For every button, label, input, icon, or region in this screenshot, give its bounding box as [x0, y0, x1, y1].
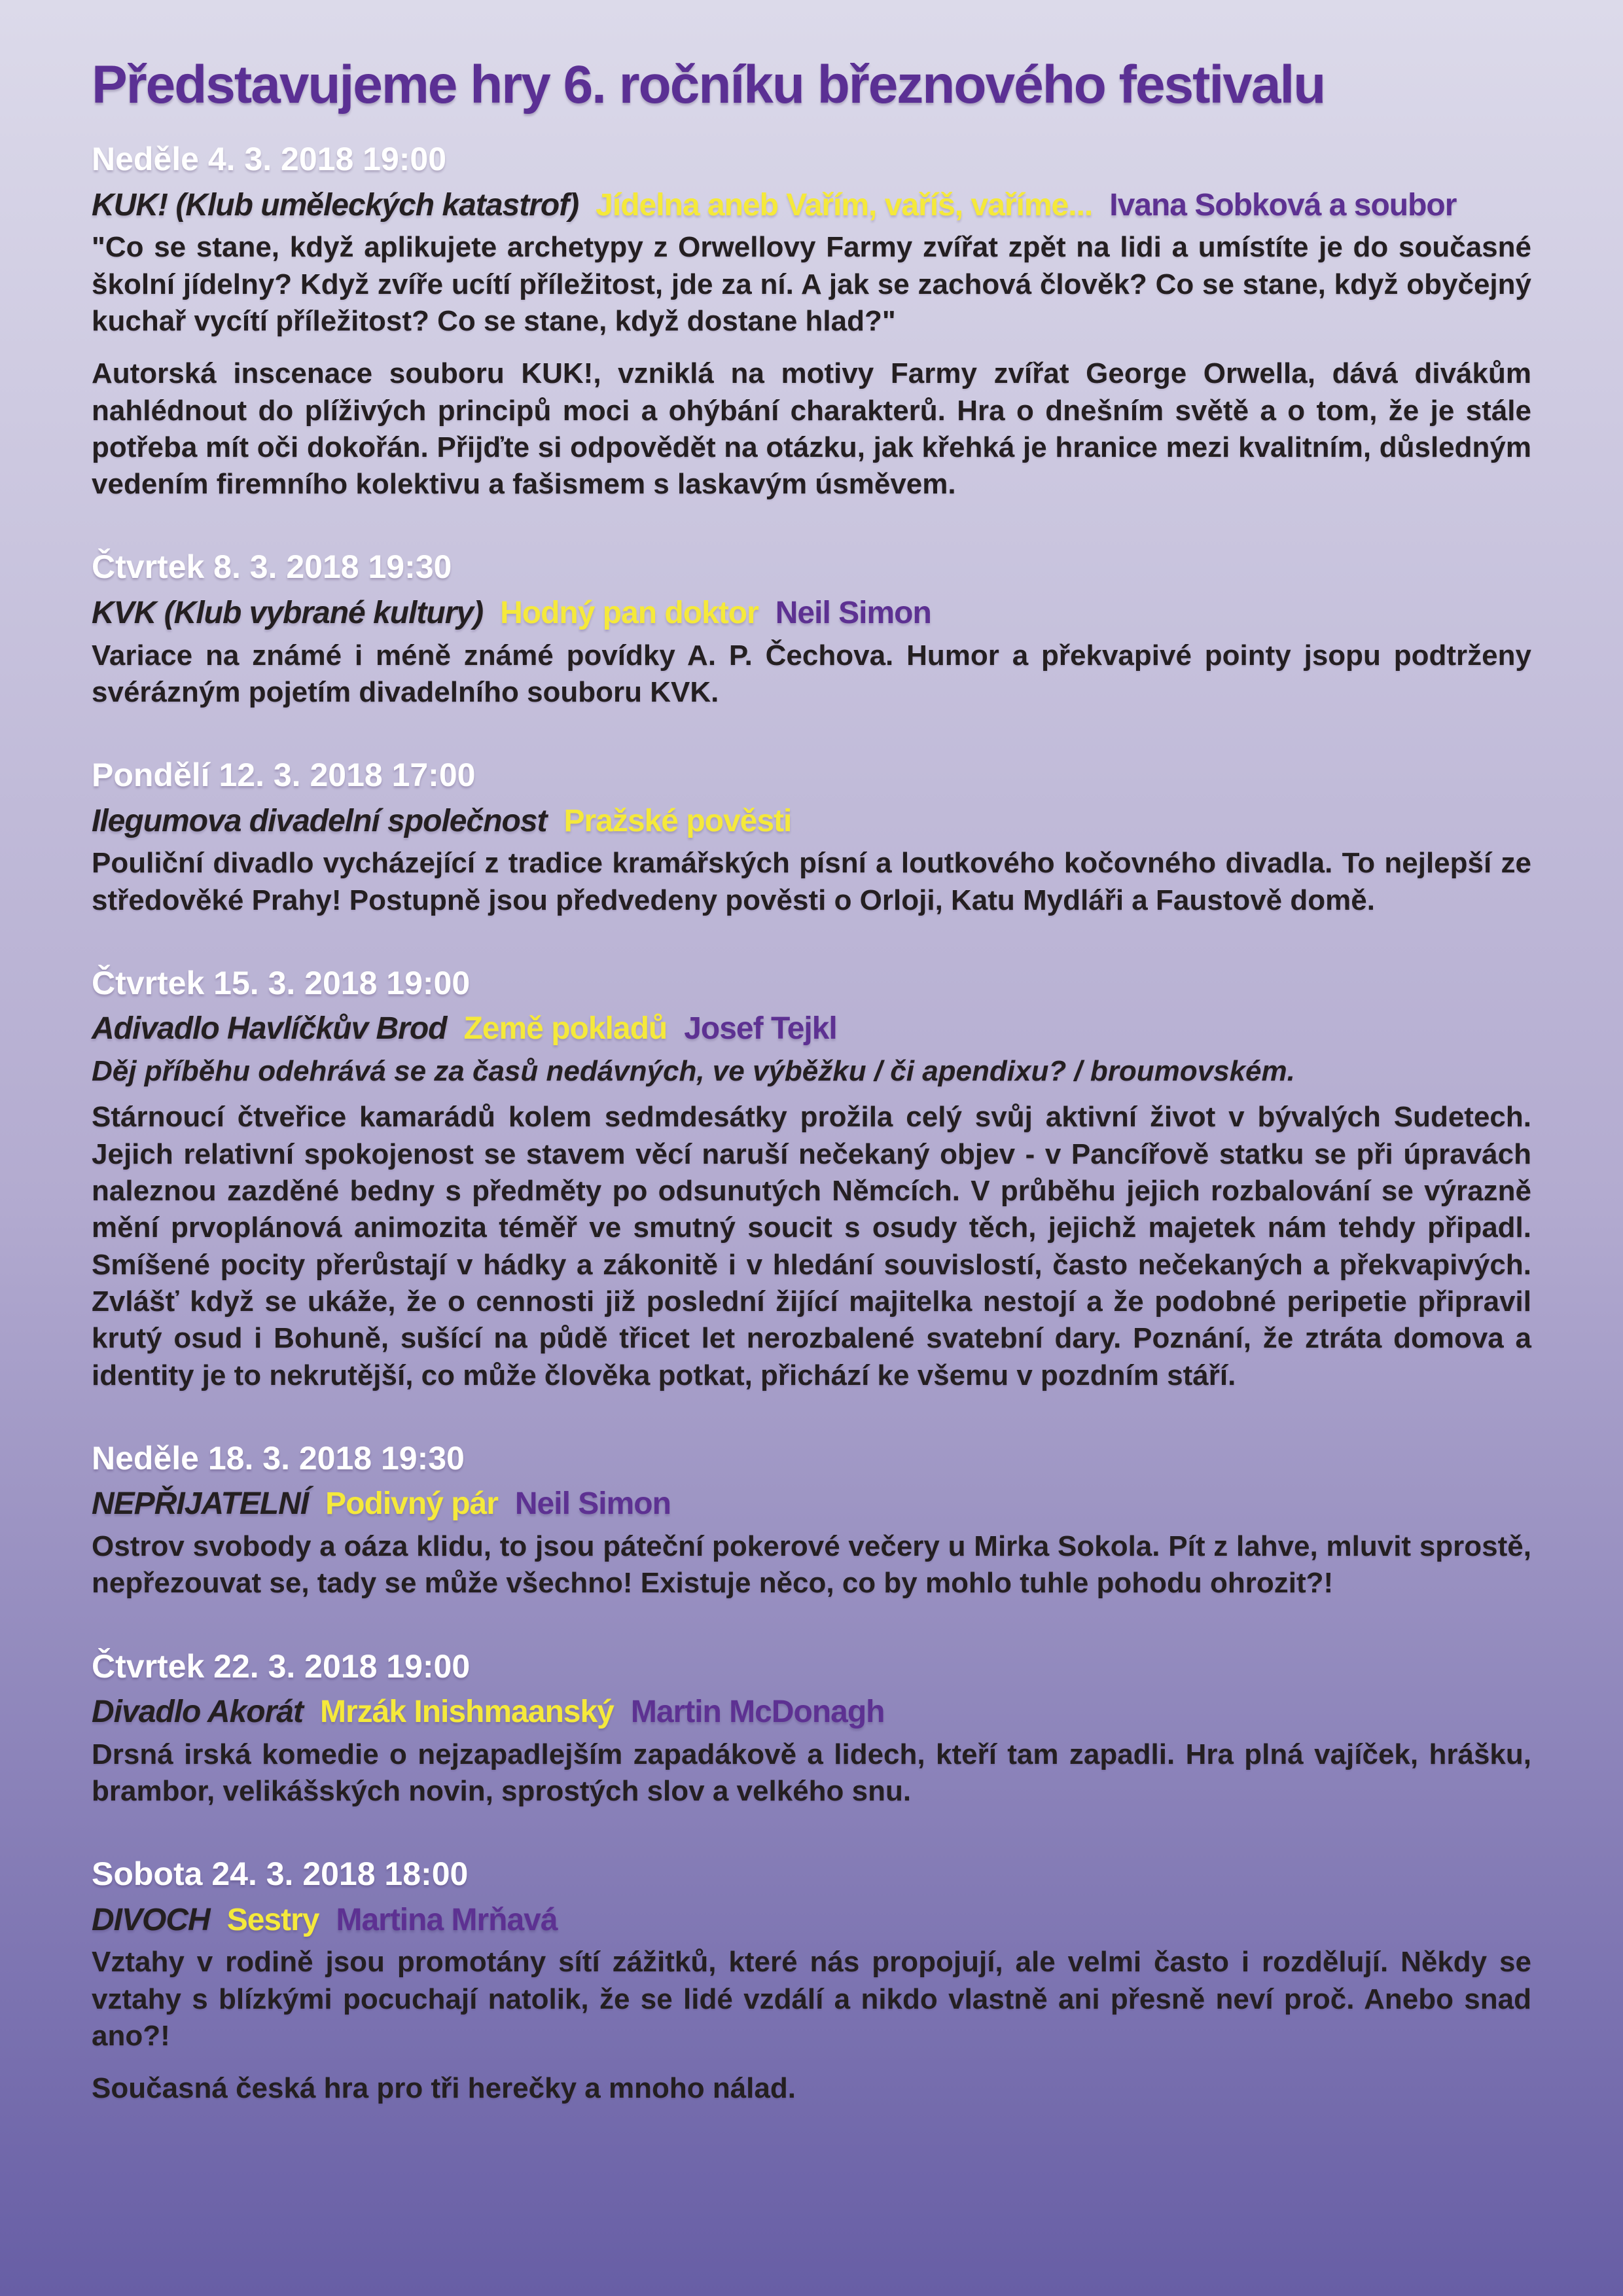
event-play-title: Sestry	[226, 1902, 319, 1937]
event-group-name: NEPŘIJATELNÍ	[92, 1486, 309, 1522]
event-description: Vztahy v rodině jsou promotány sítí zážitků, které nás propojují, ale velmi často i rozdělují. Někdy se vztahy s blízkými pocuchají natolik, že se lidé vzdálí a nikdo vlastně ani přesně neví proč. Anebo snad ano?!	[92, 1946, 1531, 2052]
event-heading	[92, 802, 1531, 840]
event-date: Čtvrtek 15. 3. 2018 19:00	[92, 964, 471, 1001]
event-author: Martina Mrňavá	[336, 1902, 558, 1937]
event-play-title: Jídelna aneb Vařím, vaříš, vaříme...	[596, 187, 1093, 223]
event-lead-line: Děj příběhu odehrává se za časů nedávných, ve výběžku / či apendixu? / broumovském.	[92, 1055, 1295, 1087]
event-description: Současná česká hra pro tři herečky a mnoho nálad.	[92, 2072, 796, 2105]
event-group-name: Ilegumova divadelní společnost	[92, 803, 547, 838]
event-section-kuk	[92, 141, 1531, 503]
event-play-title: Země pokladů	[463, 1011, 668, 1047]
event-group-name: KUK! (Klub uměleckých katastrof)	[92, 187, 579, 223]
event-description: Stárnoucí čtveřice kamarádů kolem sedmdesátky prožila celý svůj aktivní život v bývalých Sudetech. Jejich relativní spokojenost se stavem věcí naruší nečekaný objev - v Pancířově statku se při úpravách naleznou zazděné bedny s předměty po odsunutých Němcích. V průběhu jejich rozbalování se výrazně mění prvoplánová animozita téměř ve smutný soucit s osudy těch, jejichž majetek nám tehdy připadl. Smíšené pocity přerůstají v hádky a zákonitě i v hledání souvislostí, často nečekaných a překvapivých. Zvlášť když se ukáže, že o cennosti již poslední žijící majitelka nestojí a že podobné peripetie připravil krutý osud i Bohuně, sušící na půdě třicet let nerozbalené svatební dary. Poznání, že ztráta domova a identity je to nekrutější, co může člověka potkat, přichází ke všemu v pozdním stáří.	[92, 1101, 1531, 1391]
event-play-title: Pražské pověsti	[563, 803, 792, 838]
event-author: Neil Simon	[775, 595, 931, 630]
event-date: Čtvrtek 8. 3. 2018 19:30	[92, 548, 452, 586]
event-description: Autorská inscenace souboru KUK!, vzniklá na motivy Farmy zvířat George Orwella, dává divákům nahlédnout do plíživých principů moci a ohýbání charakterů. Hra o dnešním světě a o tom, že je stále potřeba mít oči dokořán. Přijďte si odpovědět na otázku, jak křehká je hranice mezi kvalitním, důsledným vedením firemního kolektivu a fašismem s laskavým úsměvem.	[92, 357, 1531, 501]
event-section-akorat	[92, 1648, 1531, 1810]
event-group-name: Divadlo Akorát	[92, 1695, 303, 1730]
event-group-name: KVK (Klub vybrané kultury)	[92, 595, 484, 630]
event-description: Variace na známé i méně známé povídky A. P. Čechova. Humor a překvapivé pointy jsopu podtrženy svérázným pojetím divadelního souboru KVK.	[92, 639, 1531, 708]
event-description: Pouliční divadlo vycházející z tradice kramářských písní a loutkového kočovného divadla. To nejlepší ze středověké Prahy! Postupně jsou předvedeny pověsti o Orloji, Katu Mydláři a Faustově domě.	[92, 847, 1531, 916]
event-section-adivadlo	[92, 965, 1531, 1394]
event-heading	[92, 594, 1531, 632]
event-description: Ostrov svobody a oáza klidu, to jsou páteční pokerové večery u Mirka Sokola. Pít z lahve, mluvit sprostě, nepřezouvat se, tady se může všechno! Existuje něco, co by mohlo tuhle pohodu ohrozit?!	[92, 1530, 1531, 1600]
event-description: "Co se stane, když aplikujete archetypy z Orwellovy Farmy zvířat zpět na lidi a umístíte je do současné školní jídelny? Když zvíře ucítí příležitost, jde za ní. A jak se zachová člověk? Co se stane, když obyčejný kuchař vycítí příležitost? Co se stane, když dostane hlad?"	[92, 231, 1531, 337]
event-group-name: DIVOCH	[92, 1902, 210, 1937]
event-play-title: Mrzák Inishmaanský	[319, 1695, 614, 1730]
event-date: Pondělí 12. 3. 2018 17:00	[92, 757, 476, 794]
event-section-ilegumova	[92, 757, 1531, 919]
event-heading	[92, 1010, 1531, 1048]
event-group-name: Adivadlo Havlíčkův Brod	[92, 1011, 447, 1047]
event-author: Martin McDonagh	[630, 1695, 885, 1730]
event-play-title: Podivný pár	[325, 1486, 498, 1522]
event-section-kvk	[92, 548, 1531, 711]
event-author: Josef Tejkl	[684, 1011, 837, 1047]
event-description: Drsná irská komedie o nejzapadlejším zapadákově a lidech, kteří tam zapadli. Hra plná vajíček, hrášku, brambor, velikášských novin, sprostých slov a velkého snu.	[92, 1738, 1531, 1807]
event-heading	[92, 1901, 1531, 1939]
event-author: Neil Simon	[514, 1486, 671, 1522]
event-heading	[92, 1485, 1531, 1523]
event-section-neprijatelni	[92, 1440, 1531, 1602]
event-date: Čtvrtek 22. 3. 2018 19:00	[92, 1647, 471, 1685]
event-date: Sobota 24. 3. 2018 18:00	[92, 1856, 469, 1893]
event-date: Neděle 4. 3. 2018 19:00	[92, 141, 447, 178]
event-date: Neděle 18. 3. 2018 19:30	[92, 1439, 465, 1477]
event-author: Ivana Sobková a soubor	[1109, 187, 1457, 223]
event-heading	[92, 187, 1531, 224]
event-section-divoch	[92, 1856, 1531, 2107]
page-title: Představujeme hry 6. ročníku březnového festivalu	[92, 55, 1325, 115]
event-play-title: Hodný pan doktor	[500, 595, 758, 630]
event-heading	[92, 1693, 1531, 1731]
